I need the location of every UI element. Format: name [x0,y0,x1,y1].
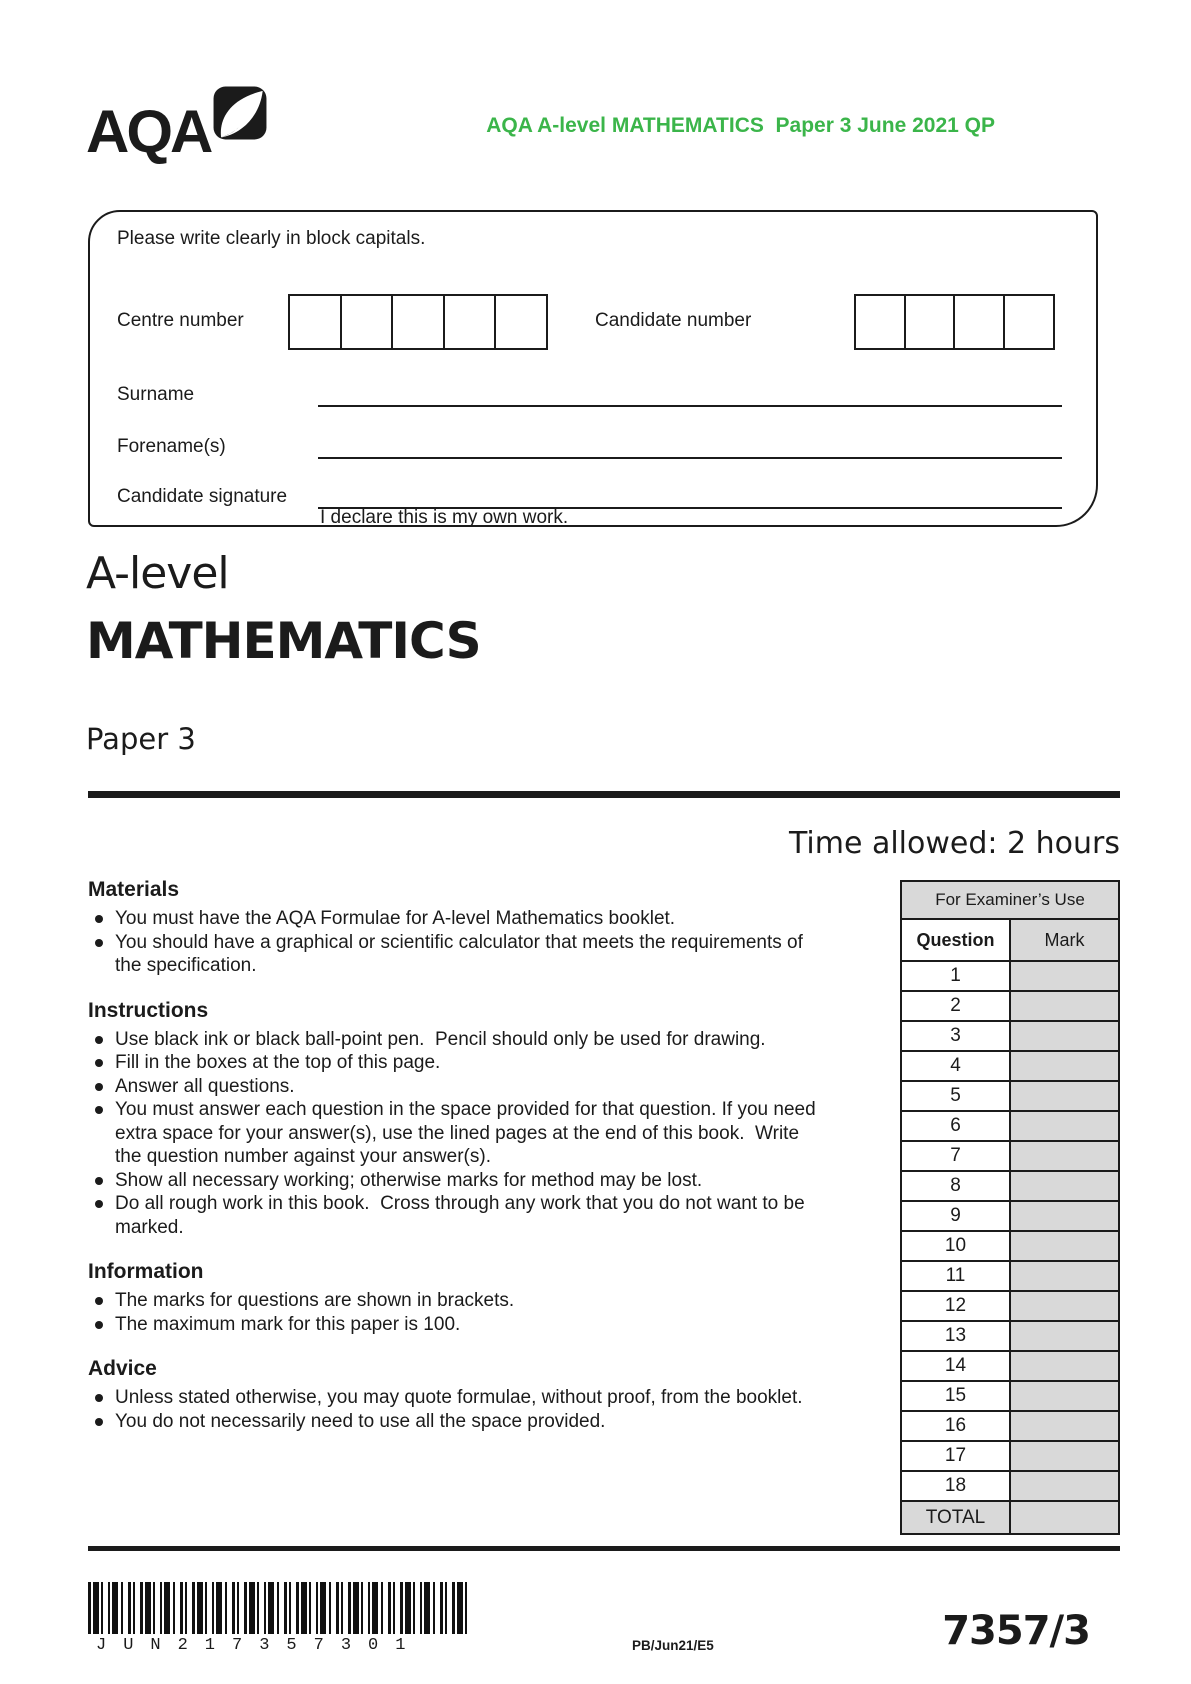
centre-number-boxes [288,294,548,350]
total-label: TOTAL [901,1501,1010,1534]
candidate-details-box [88,210,1098,527]
barcode-text: JUN217357301 [96,1636,423,1655]
mark-cell[interactable] [1010,961,1119,991]
aqa-leaf-icon [213,86,267,145]
candidate-number-cell[interactable] [904,294,956,350]
candidate-number-label: Candidate number [595,310,752,331]
centre-number-cell[interactable] [288,294,342,350]
table-row [901,1201,1119,1231]
section-bullets [88,1289,825,1336]
centre-number-cell[interactable] [340,294,394,350]
table-row [901,1411,1119,1441]
section-information [88,1260,825,1336]
table-row [901,1471,1119,1501]
table-row [901,1381,1119,1411]
question-number-cell: 3 [901,1021,1010,1051]
bullet-item: You must answer each question in the space provided for that question. If you need extra space for your answer(s), use the lined pages at the end of this book. Write the question number against your answer(s). [88,1098,825,1169]
forename-label: Forename(s) [117,436,226,457]
section-heading: Advice [88,1357,157,1380]
bullet-item: Fill in the boxes at the top of this page. [88,1051,825,1075]
question-number-cell: 18 [901,1471,1010,1501]
paper-code: 7357/3 [942,1608,1090,1654]
surname-label: Surname [117,384,195,405]
time-allowed: Time allowed: 2 hours [788,826,1120,861]
surname-field[interactable] [318,362,1062,407]
barcode [88,1582,470,1634]
question-number-cell: 11 [901,1261,1010,1291]
section-bullets [88,1386,825,1433]
question-number-cell: 1 [901,961,1010,991]
mark-cell[interactable] [1010,1051,1119,1081]
total-row [901,1501,1119,1534]
mark-cell[interactable] [1010,1441,1119,1471]
mark-cell[interactable] [1010,1321,1119,1351]
declaration-text: I declare this is my own work. [320,507,569,528]
bullet-item: Show all necessary working; otherwise marks for method may be lost. [88,1169,825,1193]
question-number-cell: 6 [901,1111,1010,1141]
table-row [901,991,1119,1021]
bullet-item: Answer all questions. [88,1075,825,1099]
table-row [901,1081,1119,1111]
table-row [901,1231,1119,1261]
mark-cell[interactable] [1010,1381,1119,1411]
bottom-rule [88,1546,1120,1551]
mark-cell[interactable] [1010,1141,1119,1171]
centre-number-label: Centre number [117,310,244,331]
bullet-item: You should have a graphical or scientific calculator that meets the requirements of the specification. [88,931,825,978]
table-row [901,961,1119,991]
mark-cell[interactable] [1010,1081,1119,1111]
question-number-cell: 5 [901,1081,1010,1111]
question-number-cell: 4 [901,1051,1010,1081]
question-column-header: Question [901,919,1010,961]
signature-field[interactable] [318,464,1062,509]
question-number-cell: 13 [901,1321,1010,1351]
total-mark-cell[interactable] [1010,1501,1119,1534]
question-number-cell: 8 [901,1171,1010,1201]
table-row [901,1171,1119,1201]
horizontal-rule [88,791,1120,798]
signature-label: Candidate signature [117,486,288,507]
info-column [88,878,825,1454]
forename-field[interactable] [318,414,1062,459]
table-row [901,1021,1119,1051]
mark-cell[interactable] [1010,1231,1119,1261]
section-heading: Materials [88,878,180,901]
mark-cell[interactable] [1010,991,1119,1021]
bullet-item: Do all rough work in this book. Cross through any work that you do not want to be marked. [88,1192,825,1239]
examiner-use-table [900,880,1120,1535]
question-number-cell: 15 [901,1381,1010,1411]
mark-cell[interactable] [1010,1471,1119,1501]
paper-number: Paper 3 [86,722,196,756]
section-advice [88,1357,825,1433]
bullet-item: Unless stated otherwise, you may quote formulae, without proof, from the booklet. [88,1386,825,1410]
table-row [901,1141,1119,1171]
bullet-item: You must have the AQA Formulae for A-level Mathematics booklet. [88,907,825,931]
table-row [901,1261,1119,1291]
question-number-cell: 9 [901,1201,1010,1231]
block-capitals-instruction: Please write clearly in block capitals. [117,228,426,249]
bullet-item: The marks for questions are shown in brackets. [88,1289,825,1313]
mark-cell[interactable] [1010,1291,1119,1321]
table-row [901,1441,1119,1471]
candidate-number-cell[interactable] [1003,294,1055,350]
question-number-cell: 7 [901,1141,1010,1171]
question-number-cell: 12 [901,1291,1010,1321]
bullet-item: Use black ink or black ball-point pen. Pencil should only be used for drawing. [88,1028,825,1052]
aqa-logo [86,86,267,165]
question-number-cell: 2 [901,991,1010,1021]
table-row [901,1051,1119,1081]
centre-number-cell[interactable] [443,294,497,350]
table-row [901,1111,1119,1141]
table-body [901,961,1119,1501]
question-number-cell: 14 [901,1351,1010,1381]
mark-cell[interactable] [1010,1111,1119,1141]
table-title-row [901,881,1119,919]
centre-number-cell[interactable] [494,294,548,350]
question-number-cell: 10 [901,1231,1010,1261]
mark-cell[interactable] [1010,1201,1119,1231]
print-code: PB/Jun21/E5 [632,1638,714,1653]
paper-banner: AQA A-level MATHEMATICS Paper 3 June 2021 QP [486,114,995,137]
bullet-item: You do not necessarily need to use all the space provided. [88,1410,825,1434]
section-materials [88,878,825,978]
table-row [901,1351,1119,1381]
question-number-cell: 16 [901,1411,1010,1441]
question-number-cell: 17 [901,1441,1010,1471]
candidate-number-cell[interactable] [953,294,1005,350]
mark-cell[interactable] [1010,1261,1119,1291]
section-bullets [88,1028,825,1240]
qualification-title: A-level [86,548,229,599]
aqa-logo-text: AQA [86,98,211,165]
mark-cell[interactable] [1010,1411,1119,1441]
mark-cell[interactable] [1010,1021,1119,1051]
table-header-row [901,919,1119,961]
candidate-number-cell[interactable] [854,294,906,350]
table-row [901,1291,1119,1321]
centre-number-cell[interactable] [391,294,445,350]
mark-column-header: Mark [1010,919,1119,961]
candidate-number-boxes [854,294,1055,350]
section-heading: Information [88,1260,204,1283]
section-heading: Instructions [88,998,209,1022]
section-instructions [88,999,825,1240]
table-title: For Examiner’s Use [901,881,1119,919]
subject-title: MATHEMATICS [86,612,481,670]
mark-cell[interactable] [1010,1171,1119,1201]
bullet-item: The maximum mark for this paper is 100. [88,1313,825,1337]
table-row [901,1321,1119,1351]
section-bullets [88,907,825,978]
mark-cell[interactable] [1010,1351,1119,1381]
